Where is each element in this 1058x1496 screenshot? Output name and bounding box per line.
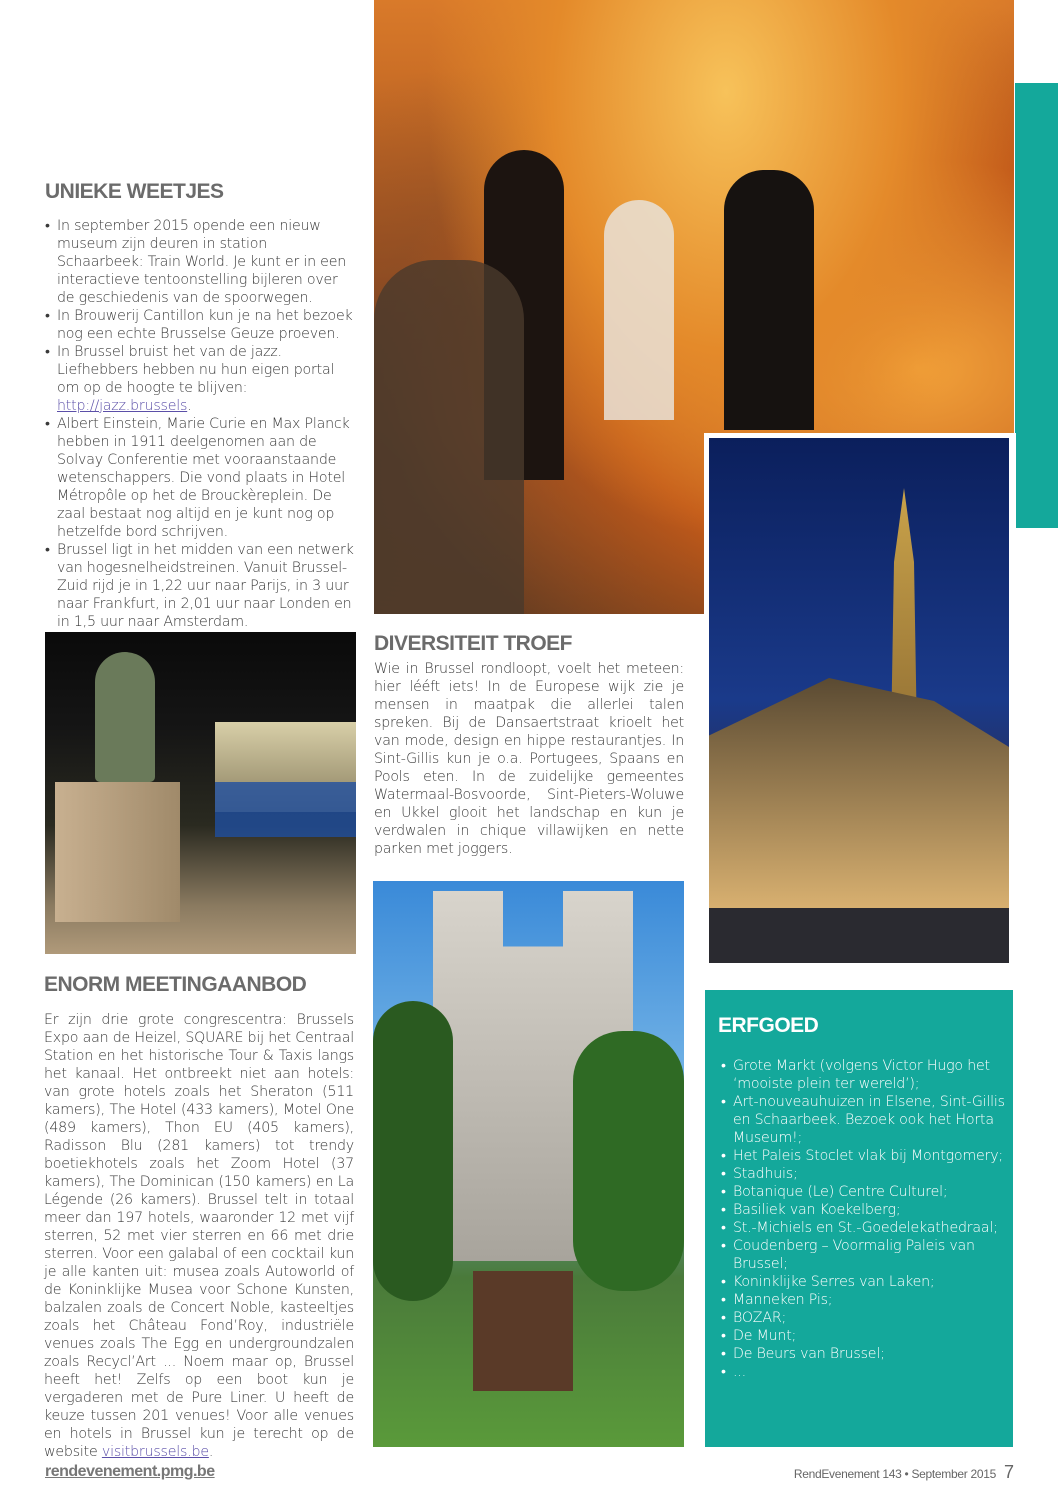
list-item: • Stadhuis; [721,1165,1006,1183]
erfgoed-box [705,990,1013,1447]
teal-tab [1015,83,1058,528]
list-item: • Botanique (Le) Centre Culturel; [721,1183,1006,1201]
list-item: • In september 2015 opende een nieuw museum zijn deuren in station Schaarbeek: Train World. Je kunt er in een interactieve tentoonstelling bijleren over de geschiedenis van de spoorwegen. [45,217,357,307]
list-item: • BOZAR; [721,1309,1006,1327]
list-item-text: In Brussel bruist het van de jazz. Liefhebbers hebben nu hun eigen portal om op de hoogte te blijven: [57,344,335,396]
footer-website-link[interactable]: rendevenement.pmg.be [45,1463,215,1480]
list-item: • De Beurs van Brussel; [721,1345,1006,1363]
list-item: • Grote Markt (volgens Victor Hugo het ‘mooiste plein ter wereld’); [721,1057,1006,1093]
list-item: • In Brussel bruist het van de jazz. Liefhebbers hebben nu hun eigen portal om op de hoogte te blijven: http://jazz.brussels. [45,343,357,415]
list-item: • De Munt; [721,1327,1006,1345]
statue-photo [45,632,356,954]
jazz-link[interactable]: http://jazz.brussels [57,398,188,414]
diversiteit-heading: DIVERSITEIT TROEF [374,632,573,655]
erfgoed-list [721,1057,1006,1381]
unieke-weetjes-list [45,217,357,631]
list-item: • Coudenberg – Voormalig Paleis van Brussel; [721,1237,1006,1273]
meeting-text: Er zijn drie grote congrescentra: Brussels Expo aan de Heizel, SQUARE bij het Centraal Station en het historische Tour & Taxis langs het kanaal. Het ontbreekt niet aan hotels: van grote hotels zoals het Sheraton (511 kamers), The Hotel (433 kamers), Motel One (489 kamers), Thon EU (405 kamers), Radisson Blu (281 kamers) tot trendy boetiekhotels zoals het Zoom Hotel (37 kamers), The Dominican (150 kamers) en La Légende (26 kamers). Brussel telt in totaal meer dan 197 hotels, waaronder 12 met vijf sterren, 52 met vier sterren en 66 met drie sterren. Voor een galabal of een cocktail kun je alle kanten uit: musea zoals Autoworld of de Koninklijke Musea voor Schone Kunsten, balzalen zoals de Concert Noble, kasteeltjes zoals het Château Fond’Roy, industriële venues zoals The Egg en undergroundzalen zoals Recycl’Art ... Noem maar op, Brussel heeft het! Zelfs op een boot kun je vergaderen met de Pure Liner. U heeft de keuze tussen 201 venues! Voor alle venues en hotels in Brussel kun je terecht op de website visitbrussels.be. [44,1012,354,1460]
erfgoed-heading: ERFGOED [718,1014,819,1037]
list-item: • In Brouwerij Cantillon kun je na het bezoek nog een echte Brusselse Geuze proeven. [45,307,357,343]
list-item: • Albert Einstein, Marie Curie en Max Planck hebben in 1911 deelgenomen aan de Solvay Conferentie met vooraanstaande wetenschappers. Die vond plaats in Hotel Métropôle op het de Brouckèreplein. De zaal bestaat nog altijd en je kunt nog op hetzelfde bord schrijven. [45,415,357,541]
issue-info: RendEvenement 143 • September 2015 [793,1467,996,1481]
list-item: • Brussel ligt in het midden van een netwerk van hogesnelheidstreinen. Vanuit Brussel-Zuid rijd je in 1,22 uur naar Parijs, in 3 uur naar Frankfurt, in 2,01 uur naar Londen en in 1,5 uur naar Amsterdam. [45,541,357,631]
footer-issue [794,1462,1014,1483]
meeting-heading: ENORM MEETINGAANBOD [44,973,307,996]
page-number: 7 [1003,1462,1014,1482]
visitbrussels-link[interactable]: visitbrussels.be [101,1444,209,1460]
list-item: • Art-nouveauhuizen in Elsene, Sint-Gillis en Schaarbeek. Bezoek ook het Horta Museum!; [721,1093,1006,1147]
cathedral-photo [373,881,684,1447]
diversiteit-text: Wie in Brussel rondloopt, voelt het meteen: hier lééft iets! In de Europese wijk zie je mensen in maatpak die allerlei talen spreken. Bij de Dansaertstraat krioelt het van mode, design en hippe restaurantjes. In Sint-Gillis kun je o.a. Portugees, Spaans en Pools eten. In de zuidelijke gemeentes Watermaal-Bosvoorde, Sint-Pieters-Woluwe en Ukkel glooit het landschap en kun je verdwalen in chique villawijken en nette parken met joggers. [374,661,684,857]
list-item: • Koninklijke Serres van Laken; [721,1273,1006,1291]
unieke-weetjes-heading: UNIEKE WEETJES [45,180,224,203]
grand-place-photo [704,433,1016,967]
list-item: • Manneken Pis; [721,1291,1006,1309]
meeting-body: Er zijn drie grote congrescentra: Brussels Expo aan de Heizel, SQUARE bij het Centraal Station en het historische Tour & Taxis langs het kanaal. Het ontbreekt niet aan hotels: van grote hotels zoals het Sheraton (511 kamers), The Hotel (433 kamers), Motel One (489 kamers), Thon EU (405 kamers), Radisson Blu (281 kamers) tot trendy boetiekhotels zoals het Zoom Hotel (37 kamers), The Dominican (150 kamers) en La Légende (26 kamers). Brussel telt in totaal meer dan 197 hotels, waaronder 12 met vijf sterren, 52 met vier sterren en 66 met drie sterren. Voor een galabal of een cocktail kun je alle kanten uit: musea zoals Autoworld of de Koninklijke Musea voor Schone Kunsten, balzalen zoals de Concert Noble, kasteeltjes zoals het Château Fond’Roy, industriële venues zoals The Egg en undergroundzalen zoals Recycl’Art ... Noem maar op, Brussel heeft het! Zelfs op een boot kun je vergaderen met de Pure Liner. U heeft de keuze tussen 201 venues! Voor alle venues en hotels in Brussel kun je terecht op de website [44,1012,354,1460]
list-item: • ... [721,1363,1006,1381]
list-item: • Basiliek van Koekelberg; [721,1201,1006,1219]
list-item: • Het Paleis Stoclet vlak bij Montgomery; [721,1147,1006,1165]
list-item: • St.-Michiels en St.-Goedelekathedraal; [721,1219,1006,1237]
